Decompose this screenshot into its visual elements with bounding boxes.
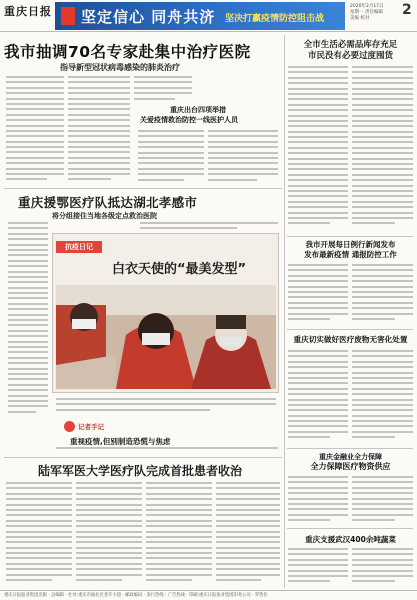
right-finance-headline[interactable]: 重庆金融业全力保障 全力保障医疗物资供应 [310, 453, 391, 471]
mid-story-headline-1[interactable]: 重庆出台四项举措 [170, 106, 226, 114]
right-vegetables-body-b [352, 548, 413, 588]
lead-headline[interactable]: 我市抽调70名专家赴集中治疗医院 [4, 43, 251, 61]
right-top-body-a [288, 66, 348, 232]
photo-caption [56, 398, 276, 418]
page-footer: 重庆日报报业集团出版 · 总编辑 · 社址:重庆市渝北区金开大道 · 邮政编码 · 发行热线 · 广告热线 · 印刷:重庆日报报业集团印务公司 · 零售价 [0, 590, 417, 600]
right-rule-4 [287, 528, 413, 529]
reporter-note-tag: 记者手记 [64, 421, 124, 432]
page-number: 2 [402, 2, 412, 18]
mid-story-body-a [138, 130, 204, 186]
medical-staff-photo[interactable] [56, 285, 276, 389]
slogan-banner [55, 2, 345, 30]
right-medical-body-a [288, 350, 348, 445]
newspaper-logo: 重庆日报 [4, 5, 52, 18]
banner-slogan: 坚定信心 同舟共济 [81, 8, 216, 26]
medical-staff-photo-illustration [56, 285, 276, 389]
army-body-b [76, 482, 142, 586]
right-rule-3 [287, 448, 413, 449]
right-briefing-headline[interactable]: 我市开展每日例行新闻发布 发布最新疫情 通报防控工作 [304, 240, 397, 259]
column-divider-right [284, 35, 285, 588]
hubei-headline[interactable]: 重庆援鄂医疗队抵达湖北孝感市 [18, 195, 198, 210]
section-rule-2 [4, 457, 282, 458]
mid-story-body-b [208, 130, 278, 186]
photo-feature-title[interactable]: 白衣天使的“最美发型” [112, 262, 247, 277]
army-team-headline[interactable]: 陆军军医大学医疗队完成首批患者收治 [38, 464, 243, 478]
right-briefing-body-a [288, 264, 348, 324]
reporter-note-body [56, 447, 278, 455]
army-body-c [146, 482, 212, 586]
army-body-d [216, 482, 280, 586]
banner-slogan-tail: 坚决打赢疫情防控阻击战 [225, 14, 325, 24]
reporter-note-headline[interactable]: 重视疫情,但别制造恐慌与焦虑 [70, 437, 171, 446]
right-medical-waste-headline[interactable]: 重庆切实做好医疗废物无害化处置 [293, 335, 408, 344]
right-rule-1 [287, 236, 413, 237]
lead-body-col3 [134, 76, 192, 106]
lead-body-col2 [68, 76, 130, 186]
date-block: 2020年2月17日 星期一 责任编辑 美编 校对 [350, 4, 384, 21]
lead-body-col1 [6, 76, 64, 186]
hubei-body-b [140, 222, 278, 232]
mid-story-headline-2[interactable]: 关爱疫情救治防控一线医护人员 [140, 116, 238, 124]
right-top-headline[interactable]: 全市生活必需品库存充足 市民没有必要过度囤货 [303, 40, 398, 61]
lead-subhead: 指导新型冠状病毒感染的肺炎治疗 [60, 62, 180, 72]
right-vegetables-headline[interactable]: 重庆支援武汉400余吨蔬菜 [305, 535, 396, 544]
section-rule-1 [4, 188, 282, 189]
masthead [0, 0, 417, 38]
hubei-subhead: 将分组接住当地各级定点救治医院 [52, 211, 157, 220]
note-circle-icon [64, 421, 75, 432]
right-medical-body-b [352, 350, 413, 445]
right-rule-2 [287, 329, 413, 330]
photo-feature-tag: 抗疫日记 [56, 241, 102, 253]
right-finance-body-b [352, 476, 413, 524]
army-body-a [6, 482, 72, 586]
hubei-body-a [8, 222, 48, 422]
right-vegetables-body-a [288, 548, 348, 588]
right-finance-body-a [288, 476, 348, 524]
right-top-body-b [352, 66, 413, 232]
masthead-rule [0, 31, 417, 32]
right-briefing-body-b [352, 264, 413, 324]
banner-flag-icon [61, 7, 75, 25]
